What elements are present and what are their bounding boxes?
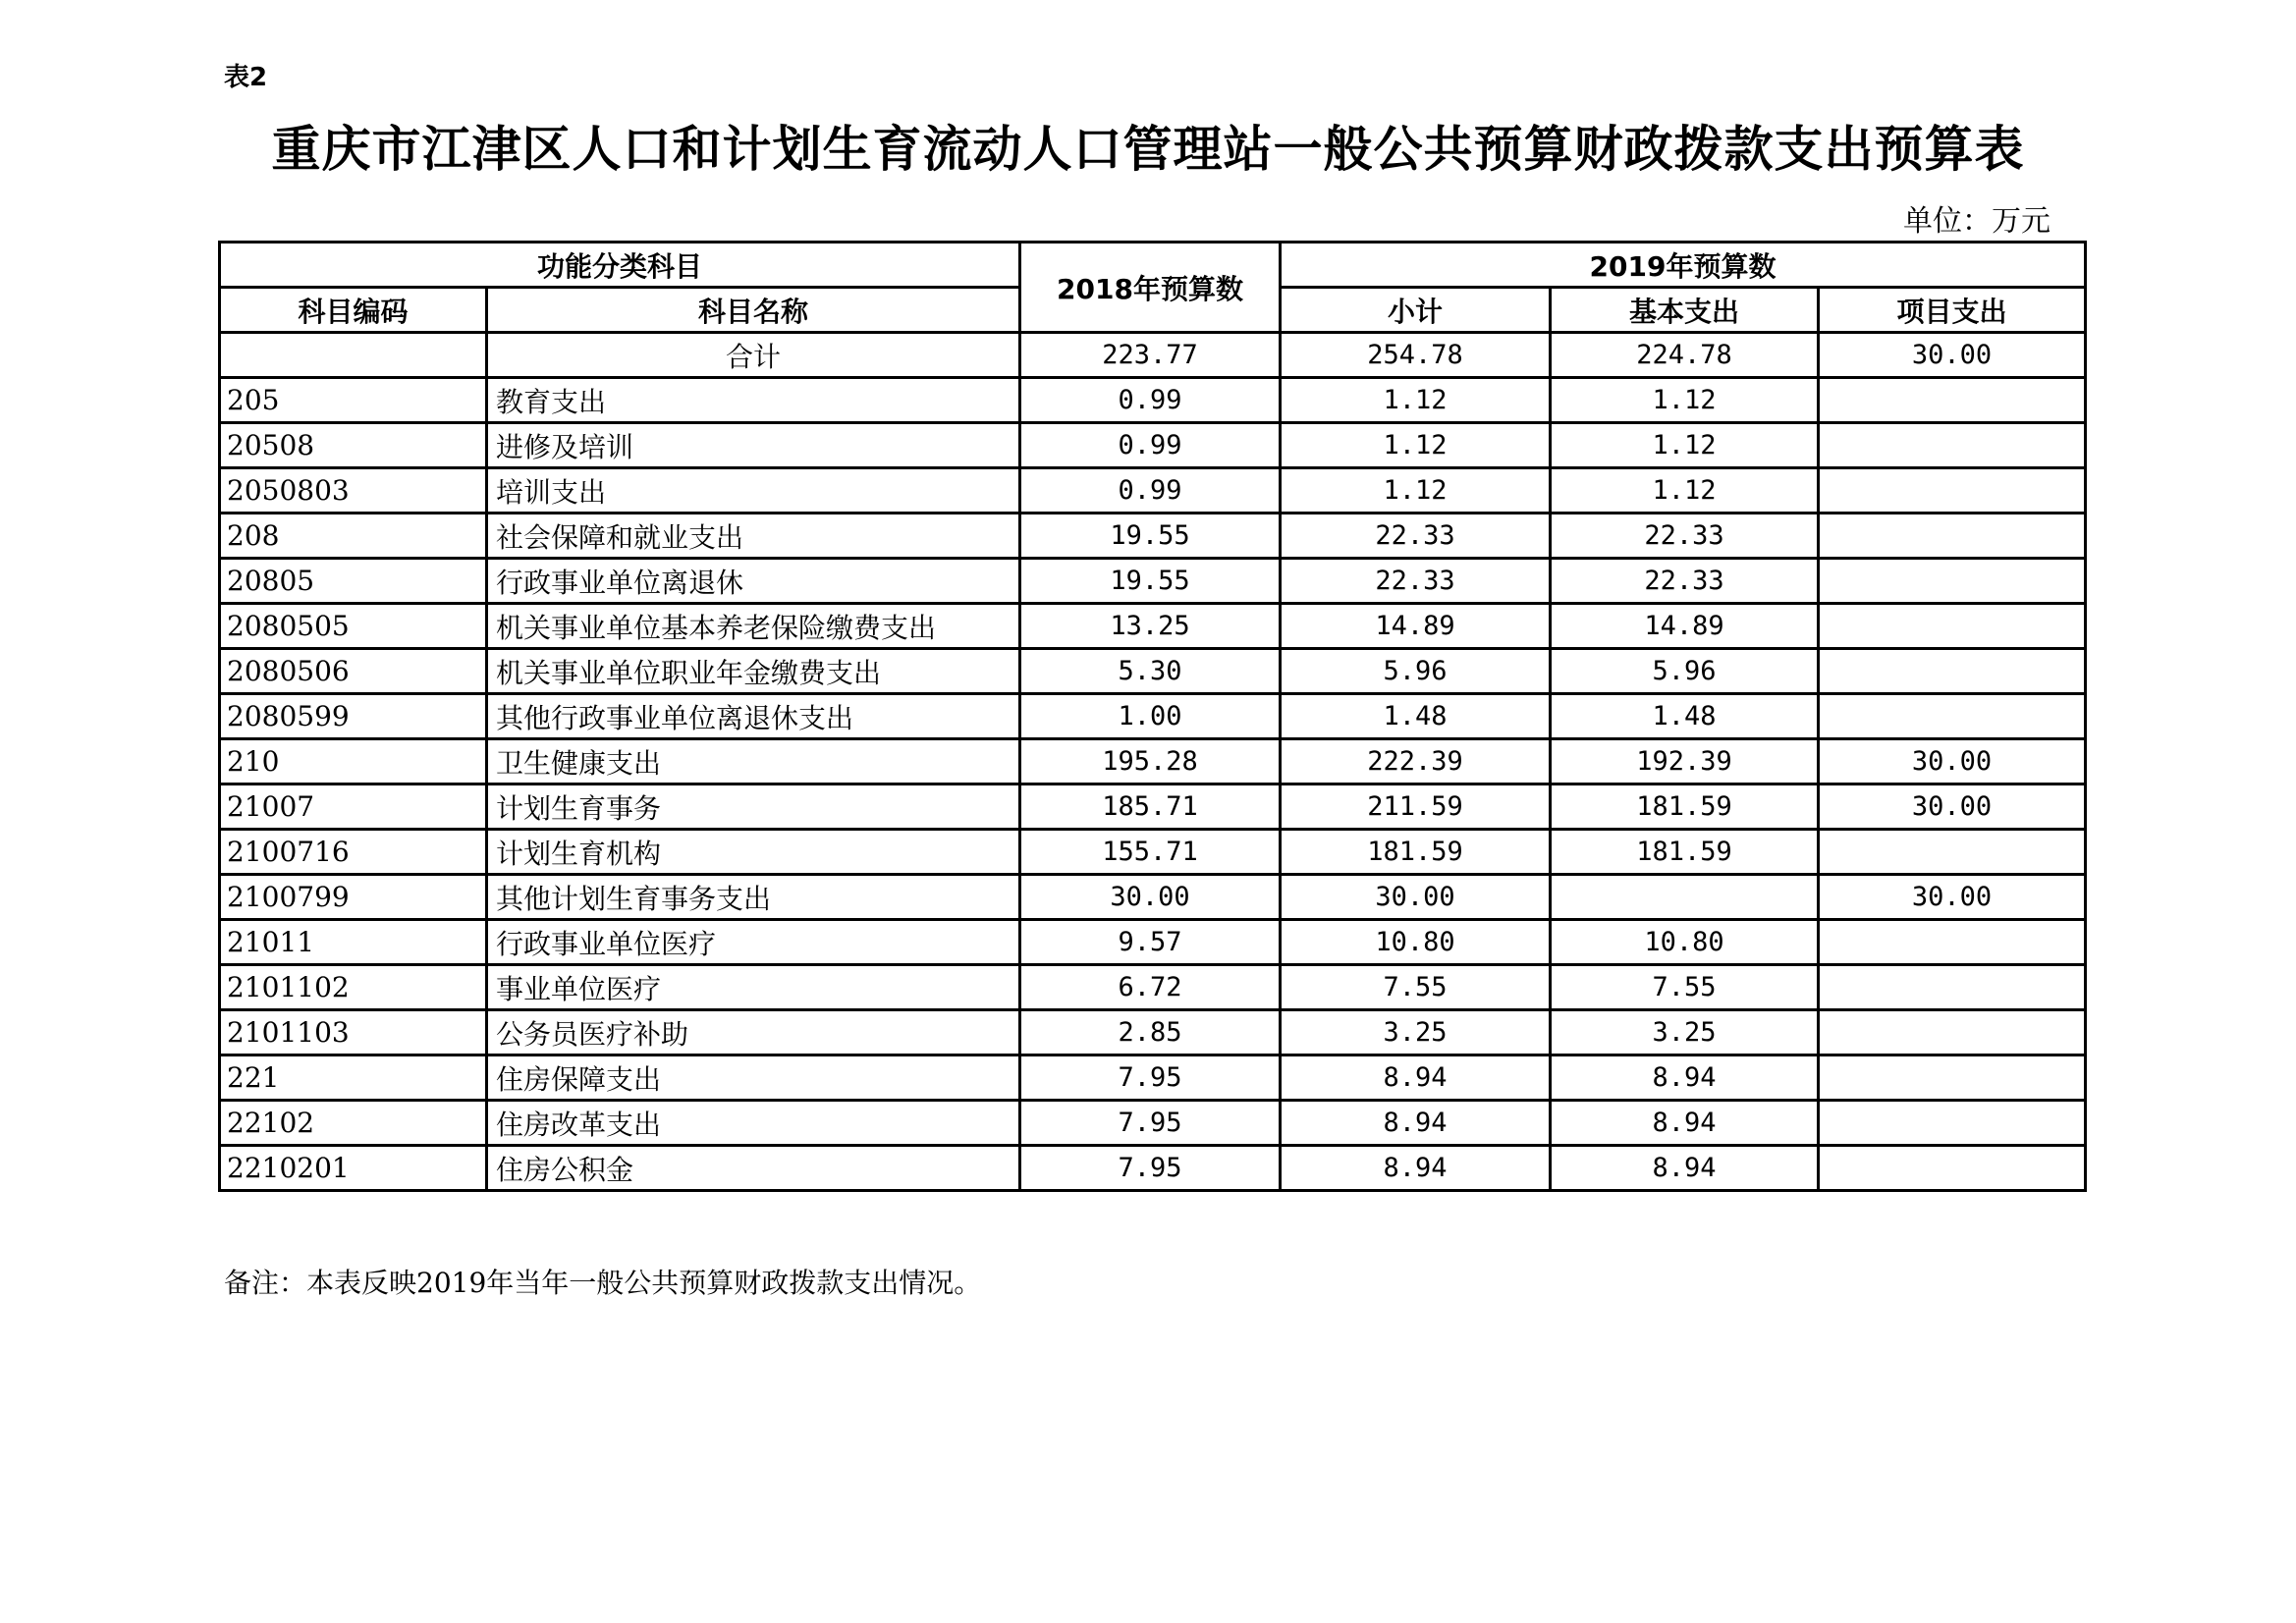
cell-project bbox=[1819, 694, 2086, 739]
cell-basic: 8.94 bbox=[1551, 1055, 1819, 1101]
header-row-1 bbox=[220, 243, 2086, 288]
table-row bbox=[220, 649, 2086, 694]
header-budget-2018: 2018年预算数 bbox=[1020, 243, 1281, 333]
cell-name: 公务员医疗补助 bbox=[487, 1010, 1020, 1055]
cell-name: 住房保障支出 bbox=[487, 1055, 1020, 1101]
cell-subtotal: 8.94 bbox=[1281, 1055, 1551, 1101]
cell-name: 进修及培训 bbox=[487, 423, 1020, 468]
cell-code: 2050803 bbox=[220, 468, 487, 514]
total-basic: 224.78 bbox=[1551, 333, 1819, 378]
table-row bbox=[220, 965, 2086, 1010]
cell-subtotal: 14.89 bbox=[1281, 604, 1551, 649]
table-row bbox=[220, 1010, 2086, 1055]
total-project: 30.00 bbox=[1819, 333, 2086, 378]
table-row bbox=[220, 1055, 2086, 1101]
cell-code: 20508 bbox=[220, 423, 487, 468]
cell-basic: 1.12 bbox=[1551, 423, 1819, 468]
cell-basic: 1.12 bbox=[1551, 378, 1819, 423]
cell-subtotal: 1.12 bbox=[1281, 423, 1551, 468]
cell-name: 其他行政事业单位离退休支出 bbox=[487, 694, 1020, 739]
cell-basic: 7.55 bbox=[1551, 965, 1819, 1010]
cell-project bbox=[1819, 1010, 2086, 1055]
header-function-group: 功能分类科目 bbox=[220, 243, 1020, 288]
total-row bbox=[220, 333, 2086, 378]
cell-b2018: 9.57 bbox=[1020, 920, 1281, 965]
table-number-label: 表2 bbox=[224, 63, 268, 92]
cell-b2018: 155.71 bbox=[1020, 830, 1281, 875]
total-b2018: 223.77 bbox=[1020, 333, 1281, 378]
cell-basic: 8.94 bbox=[1551, 1101, 1819, 1146]
cell-code: 2080599 bbox=[220, 694, 487, 739]
cell-project bbox=[1819, 965, 2086, 1010]
cell-subtotal: 222.39 bbox=[1281, 739, 1551, 784]
cell-code: 2210201 bbox=[220, 1146, 487, 1191]
cell-project bbox=[1819, 559, 2086, 604]
unit-label: 单位：万元 bbox=[1903, 204, 2050, 239]
cell-project: 30.00 bbox=[1819, 739, 2086, 784]
table-row bbox=[220, 378, 2086, 423]
cell-b2018: 30.00 bbox=[1020, 875, 1281, 920]
cell-name: 教育支出 bbox=[487, 378, 1020, 423]
cell-subtotal: 22.33 bbox=[1281, 559, 1551, 604]
cell-subtotal: 30.00 bbox=[1281, 875, 1551, 920]
table-row bbox=[220, 875, 2086, 920]
cell-basic: 22.33 bbox=[1551, 559, 1819, 604]
table-row bbox=[220, 1101, 2086, 1146]
page-title: 重庆市江津区人口和计划生育流动人口管理站一般公共预算财政拨款支出预算表 bbox=[271, 121, 2025, 178]
cell-basic: 10.80 bbox=[1551, 920, 1819, 965]
cell-subtotal: 8.94 bbox=[1281, 1101, 1551, 1146]
cell-b2018: 0.99 bbox=[1020, 423, 1281, 468]
table-row bbox=[220, 514, 2086, 559]
cell-basic bbox=[1551, 875, 1819, 920]
table-row bbox=[220, 423, 2086, 468]
cell-name: 行政事业单位离退休 bbox=[487, 559, 1020, 604]
cell-basic: 1.12 bbox=[1551, 468, 1819, 514]
total-name: 合计 bbox=[487, 333, 1020, 378]
budget-table bbox=[218, 241, 2087, 1192]
cell-b2018: 19.55 bbox=[1020, 514, 1281, 559]
cell-code: 2080505 bbox=[220, 604, 487, 649]
cell-project bbox=[1819, 604, 2086, 649]
cell-subtotal: 5.96 bbox=[1281, 649, 1551, 694]
cell-basic: 192.39 bbox=[1551, 739, 1819, 784]
table-row bbox=[220, 830, 2086, 875]
table-row bbox=[220, 739, 2086, 784]
cell-b2018: 7.95 bbox=[1020, 1101, 1281, 1146]
table-row bbox=[220, 694, 2086, 739]
cell-subtotal: 211.59 bbox=[1281, 784, 1551, 830]
cell-b2018: 0.99 bbox=[1020, 378, 1281, 423]
cell-basic: 22.33 bbox=[1551, 514, 1819, 559]
table-row bbox=[220, 1146, 2086, 1191]
cell-project: 30.00 bbox=[1819, 784, 2086, 830]
cell-b2018: 195.28 bbox=[1020, 739, 1281, 784]
cell-b2018: 1.00 bbox=[1020, 694, 1281, 739]
cell-name: 计划生育事务 bbox=[487, 784, 1020, 830]
cell-code: 210 bbox=[220, 739, 487, 784]
table-row bbox=[220, 784, 2086, 830]
cell-b2018: 13.25 bbox=[1020, 604, 1281, 649]
header-name: 科目名称 bbox=[487, 288, 1020, 333]
header-subtotal: 小计 bbox=[1281, 288, 1551, 333]
cell-b2018: 19.55 bbox=[1020, 559, 1281, 604]
cell-code: 2101103 bbox=[220, 1010, 487, 1055]
cell-project bbox=[1819, 1101, 2086, 1146]
cell-code: 22102 bbox=[220, 1101, 487, 1146]
header-code: 科目编码 bbox=[220, 288, 487, 333]
cell-subtotal: 1.12 bbox=[1281, 468, 1551, 514]
cell-code: 21007 bbox=[220, 784, 487, 830]
cell-name: 其他计划生育事务支出 bbox=[487, 875, 1020, 920]
cell-name: 住房改革支出 bbox=[487, 1101, 1020, 1146]
cell-name: 住房公积金 bbox=[487, 1146, 1020, 1191]
cell-basic: 5.96 bbox=[1551, 649, 1819, 694]
cell-code: 21011 bbox=[220, 920, 487, 965]
footnote: 备注：本表反映2019年当年一般公共预算财政拨款支出情况。 bbox=[224, 1267, 982, 1299]
cell-code: 221 bbox=[220, 1055, 487, 1101]
cell-basic: 181.59 bbox=[1551, 784, 1819, 830]
cell-project bbox=[1819, 514, 2086, 559]
cell-b2018: 185.71 bbox=[1020, 784, 1281, 830]
cell-name: 事业单位医疗 bbox=[487, 965, 1020, 1010]
cell-project bbox=[1819, 468, 2086, 514]
cell-subtotal: 7.55 bbox=[1281, 965, 1551, 1010]
table-row bbox=[220, 920, 2086, 965]
cell-code: 2080506 bbox=[220, 649, 487, 694]
cell-basic: 14.89 bbox=[1551, 604, 1819, 649]
cell-name: 行政事业单位医疗 bbox=[487, 920, 1020, 965]
cell-project bbox=[1819, 830, 2086, 875]
cell-name: 培训支出 bbox=[487, 468, 1020, 514]
cell-subtotal: 1.12 bbox=[1281, 378, 1551, 423]
cell-basic: 8.94 bbox=[1551, 1146, 1819, 1191]
cell-project bbox=[1819, 920, 2086, 965]
total-code bbox=[220, 333, 487, 378]
cell-b2018: 7.95 bbox=[1020, 1146, 1281, 1191]
cell-subtotal: 3.25 bbox=[1281, 1010, 1551, 1055]
cell-name: 机关事业单位基本养老保险缴费支出 bbox=[487, 604, 1020, 649]
cell-project bbox=[1819, 1055, 2086, 1101]
cell-project bbox=[1819, 649, 2086, 694]
cell-name: 计划生育机构 bbox=[487, 830, 1020, 875]
header-project: 项目支出 bbox=[1819, 288, 2086, 333]
cell-code: 205 bbox=[220, 378, 487, 423]
cell-code: 2101102 bbox=[220, 965, 487, 1010]
cell-b2018: 5.30 bbox=[1020, 649, 1281, 694]
cell-b2018: 7.95 bbox=[1020, 1055, 1281, 1101]
cell-project: 30.00 bbox=[1819, 875, 2086, 920]
cell-code: 2100799 bbox=[220, 875, 487, 920]
cell-code: 208 bbox=[220, 514, 487, 559]
cell-basic: 1.48 bbox=[1551, 694, 1819, 739]
cell-b2018: 2.85 bbox=[1020, 1010, 1281, 1055]
cell-subtotal: 181.59 bbox=[1281, 830, 1551, 875]
cell-project bbox=[1819, 1146, 2086, 1191]
table-row bbox=[220, 559, 2086, 604]
cell-name: 卫生健康支出 bbox=[487, 739, 1020, 784]
header-budget-2019: 2019年预算数 bbox=[1281, 243, 2086, 288]
cell-subtotal: 1.48 bbox=[1281, 694, 1551, 739]
cell-name: 社会保障和就业支出 bbox=[487, 514, 1020, 559]
table-row bbox=[220, 604, 2086, 649]
cell-subtotal: 10.80 bbox=[1281, 920, 1551, 965]
table-row bbox=[220, 468, 2086, 514]
cell-code: 2100716 bbox=[220, 830, 487, 875]
total-subtotal: 254.78 bbox=[1281, 333, 1551, 378]
cell-b2018: 0.99 bbox=[1020, 468, 1281, 514]
cell-b2018: 6.72 bbox=[1020, 965, 1281, 1010]
cell-basic: 181.59 bbox=[1551, 830, 1819, 875]
cell-name: 机关事业单位职业年金缴费支出 bbox=[487, 649, 1020, 694]
header-basic: 基本支出 bbox=[1551, 288, 1819, 333]
cell-code: 20805 bbox=[220, 559, 487, 604]
cell-project bbox=[1819, 378, 2086, 423]
cell-basic: 3.25 bbox=[1551, 1010, 1819, 1055]
cell-subtotal: 8.94 bbox=[1281, 1146, 1551, 1191]
cell-subtotal: 22.33 bbox=[1281, 514, 1551, 559]
cell-project bbox=[1819, 423, 2086, 468]
